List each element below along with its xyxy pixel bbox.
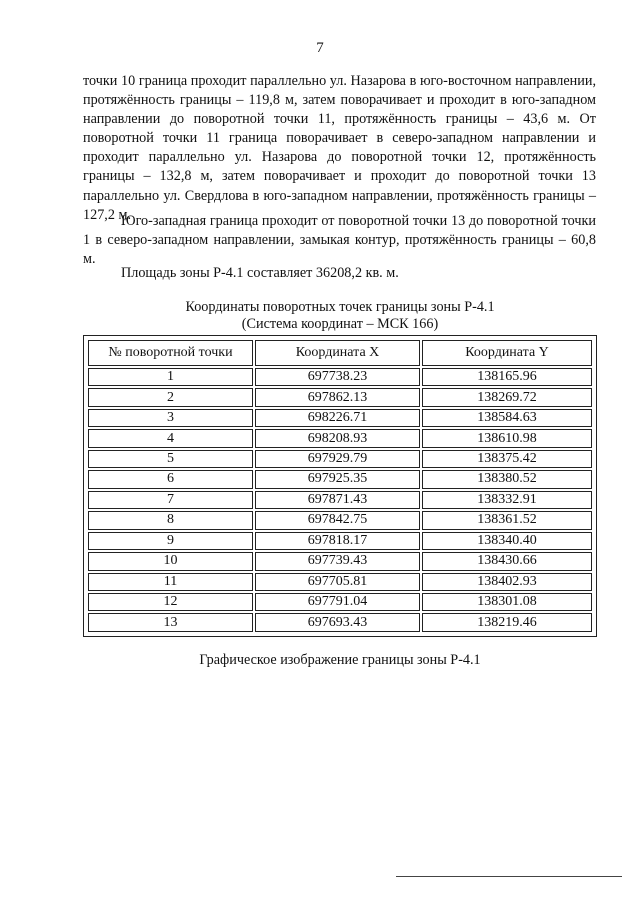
cell-point-number: 5 [88,450,253,468]
cell-point-number: 10 [88,552,253,570]
cell-point-number: 11 [88,573,253,591]
cell-coordinate-x: 697842.75 [255,511,420,529]
table-row [88,491,592,509]
cell-coordinate-y: 138301.08 [422,593,592,611]
table-row [88,388,592,406]
cell-coordinate-x: 697738.23 [255,368,420,386]
cell-coordinate-y: 138165.96 [422,368,592,386]
cell-point-number: 3 [88,409,253,427]
cell-coordinate-y: 138430.66 [422,552,592,570]
cell-point-number: 7 [88,491,253,509]
paragraph-zone-area: Площадь зоны Р-4.1 составляет 36208,2 кв. м. [121,265,399,281]
cell-point-number: 13 [88,613,253,632]
table-body [88,368,592,632]
cell-point-number: 6 [88,470,253,488]
cell-coordinate-x: 697862.13 [255,388,420,406]
footer-rule [396,876,622,877]
cell-coordinate-y: 138361.52 [422,511,592,529]
table-row [88,532,592,550]
cell-coordinate-y: 138375.42 [422,450,592,468]
coordinates-table-frame [83,335,597,637]
cell-coordinate-y: 138219.46 [422,613,592,632]
cell-point-number: 8 [88,511,253,529]
graphic-caption: Графическое изображение границы зоны Р-4.1 [199,652,481,668]
cell-coordinate-x: 697791.04 [255,593,420,611]
table-row [88,368,592,386]
cell-point-number: 12 [88,593,253,611]
cell-coordinate-x: 697739.43 [255,552,420,570]
header-coordinate-y: Координата Y [422,340,592,366]
cell-coordinate-x: 697929.79 [255,450,420,468]
header-coordinate-x: Координата X [255,340,420,366]
table-row [88,573,592,591]
table-row [88,450,592,468]
cell-point-number: 2 [88,388,253,406]
cell-coordinate-y: 138332.91 [422,491,592,509]
table-caption-coordinate-system: (Система координат – МСК 166) [241,316,439,332]
table-caption-title: Координаты поворотных точек границы зоны Р-4.1 [185,299,495,315]
table-header-row [88,340,592,366]
page-number: 7 [316,40,324,56]
table-row [88,511,592,529]
coordinates-table [86,338,594,634]
table-row [88,613,592,632]
cell-coordinate-x: 697693.43 [255,613,420,632]
cell-coordinate-x: 697871.43 [255,491,420,509]
cell-point-number: 1 [88,368,253,386]
cell-coordinate-y: 138380.52 [422,470,592,488]
cell-coordinate-y: 138340.40 [422,532,592,550]
table-row [88,429,592,447]
header-point-number: № поворотной точки [88,340,253,366]
cell-coordinate-x: 697925.35 [255,470,420,488]
cell-coordinate-x: 697818.17 [255,532,420,550]
paragraph-boundary-description: точки 10 граница проходит параллельно ул. Назарова в юго-восточном направлении, протяжённость границы – 119,8 м, затем поворачивает и проходит в юго-западном направлении до поворотной точки 11, протяжённость границы – 43,6 м. От поворотной точки 11 граница поворачивает в северо-западном направлении и проходит параллельно ул. Назарова до поворотной точки 12, протяжённость границы – 132,8 м, затем поворачивает и проходит до поворотной точки 13 параллельно ул. Свердлова в юго-западном направлении, протяжённость границы – 127,2 м. [83,73,596,223]
table-row [88,552,592,570]
paragraph-southwest-boundary: Юго-западная граница проходит от поворотной точки 13 до поворотной точки 1 в северо-западном направлении, замыкая контур, протяжённость границы – 60,8 м. [83,213,596,268]
cell-coordinate-y: 138269.72 [422,388,592,406]
table-row [88,409,592,427]
cell-coordinate-y: 138610.98 [422,429,592,447]
cell-coordinate-x: 697705.81 [255,573,420,591]
cell-coordinate-y: 138402.93 [422,573,592,591]
cell-coordinate-x: 698208.93 [255,429,420,447]
table-row [88,593,592,611]
cell-point-number: 4 [88,429,253,447]
cell-coordinate-y: 138584.63 [422,409,592,427]
table-row [88,470,592,488]
cell-point-number: 9 [88,532,253,550]
cell-coordinate-x: 698226.71 [255,409,420,427]
